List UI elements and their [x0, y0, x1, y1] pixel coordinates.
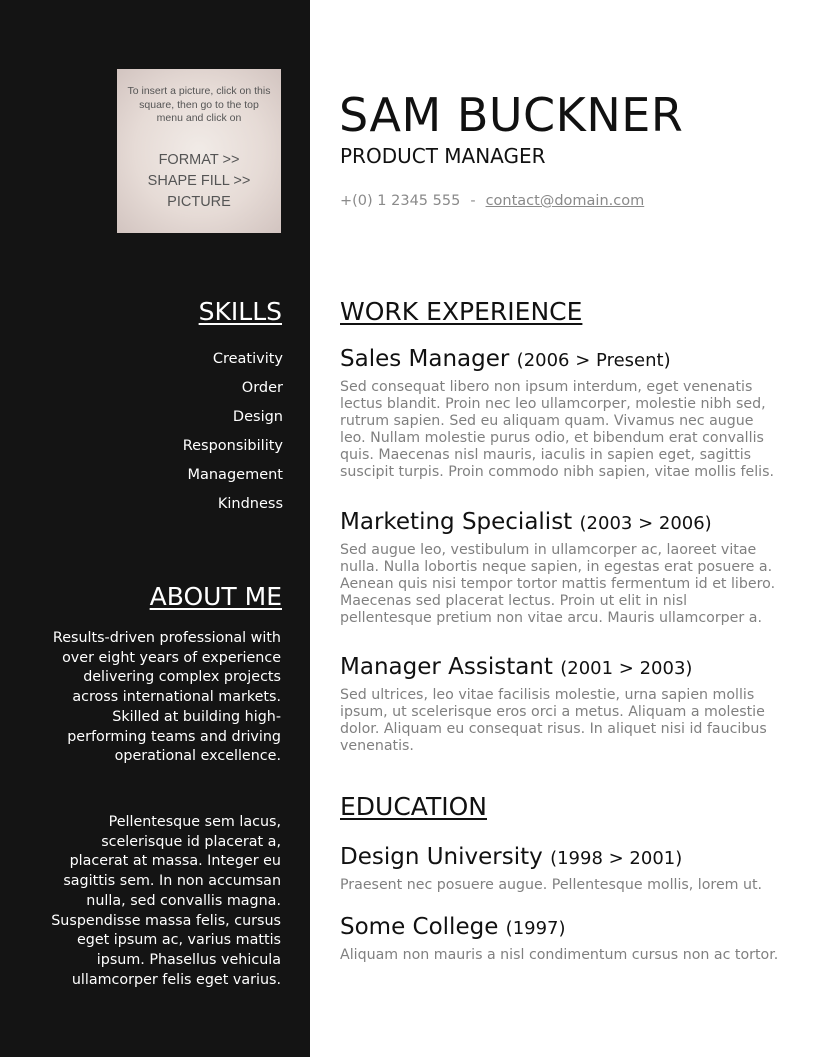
skill-item: Management — [187, 467, 283, 483]
entry-description: Sed ultrices, leo vitae facilisis molestie, urna sapien mollis ipsum, ut scelerisque eros orci a metus. Aliquam a molestie dolor. Aliquam eu consequat risus. In aliquet nisi id faucibus venenatis. — [340, 687, 767, 754]
candidate-name: SAM BUCKNER — [339, 88, 684, 142]
skill-item: Creativity — [212, 351, 283, 367]
about-paragraph: Results-driven professional with over eight years of experience delivering complex projects across international markets. Skilled at building high-performing teams and driving operational excellence. — [52, 630, 281, 765]
entry-description: Aliquam non mauris a nisl condimentum cursus non ac tortor. — [340, 947, 779, 963]
entry-description: Sed augue leo, vestibulum in ullamcorper ac, laoreet vitae nulla. Nulla lobortis neque sapien, in egestas erat posuere a. Aenean quis nisi tempor tortor mattis fermentum id et libero. Maecenas sed placerat lectus. Proin ut elit in nisl pellentesque pretium non vitae arcu. Mauris ullamcorper a. — [340, 542, 776, 626]
entry-title: Marketing Specialist — [340, 509, 573, 535]
entry-heading — [340, 913, 785, 943]
entry-period: (2003 > 2006) — [579, 513, 712, 534]
picture-hint-text: To insert a picture, click on this square, then go to the top menu and click on — [127, 85, 271, 124]
education-entry — [340, 843, 785, 903]
skill-item: Order — [241, 380, 283, 396]
entry-heading — [340, 843, 785, 873]
entry-title: Design University — [340, 844, 543, 870]
work-entry — [340, 345, 785, 481]
entry-period: (2006 > Present) — [516, 350, 671, 371]
contact-line — [340, 192, 644, 210]
entry-period: (2001 > 2003) — [560, 658, 693, 679]
entry-heading — [340, 345, 785, 375]
entry-period: (1997) — [505, 918, 566, 939]
skill-item: Responsibility — [182, 438, 283, 454]
sidebar — [0, 0, 310, 1057]
profile-picture-placeholder[interactable] — [117, 69, 281, 233]
email-link[interactable]: contact@domain.com — [485, 193, 645, 209]
phone-number: +(0) 1 2345 555 — [340, 193, 461, 209]
about-heading: ABOUT ME — [149, 582, 282, 611]
entry-period: (1998 > 2001) — [550, 848, 683, 869]
work-experience-heading: WORK EXPERIENCE — [340, 297, 583, 326]
entry-title: Sales Manager — [340, 346, 510, 372]
contact-separator: - — [470, 193, 476, 209]
entry-description: Praesent nec posuere augue. Pellentesque mollis, lorem ut. — [340, 877, 763, 893]
work-entry — [340, 653, 785, 755]
entry-title: Manager Assistant — [340, 654, 553, 680]
entry-title: Some College — [340, 914, 499, 940]
entry-heading — [340, 508, 785, 538]
job-title: PRODUCT MANAGER — [340, 144, 546, 168]
picture-action-text: FORMAT >> SHAPE FILL >> PICTURE — [147, 152, 251, 210]
entry-heading — [340, 653, 785, 683]
work-entry — [340, 508, 785, 627]
entry-description: Sed consequat libero non ipsum interdum, eget venenatis lectus blandit. Proin nec leo ullamcorper, molestie nibh sed, rutrum sapien. Sed eu aliquam quam. Vivamus nec augue leo. Nullam molestie purus odio, et bibendum erat convallis quis. Maecenas nisl mauris, iaculis in sapien eget, sagittis suscipit turpis. Proin commodo nibh sapien, vitae mollis felis. — [340, 379, 775, 480]
skills-heading: SKILLS — [198, 297, 282, 326]
education-entry — [340, 913, 785, 964]
education-heading: EDUCATION — [340, 792, 487, 821]
skill-item: Design — [232, 409, 283, 425]
skill-item: Kindness — [217, 496, 283, 512]
about-paragraph: Pellentesque sem lacus, scelerisque id placerat a, placerat at massa. Integer eu sagittis sem. In non accumsan nulla, sed convallis magna. Suspendisse massa felis, cursus eget ipsum ac, varius mattis ipsum. Phasellus vehicula ullamcorper felis eget varius. — [51, 814, 281, 988]
skills-list — [183, 345, 283, 519]
